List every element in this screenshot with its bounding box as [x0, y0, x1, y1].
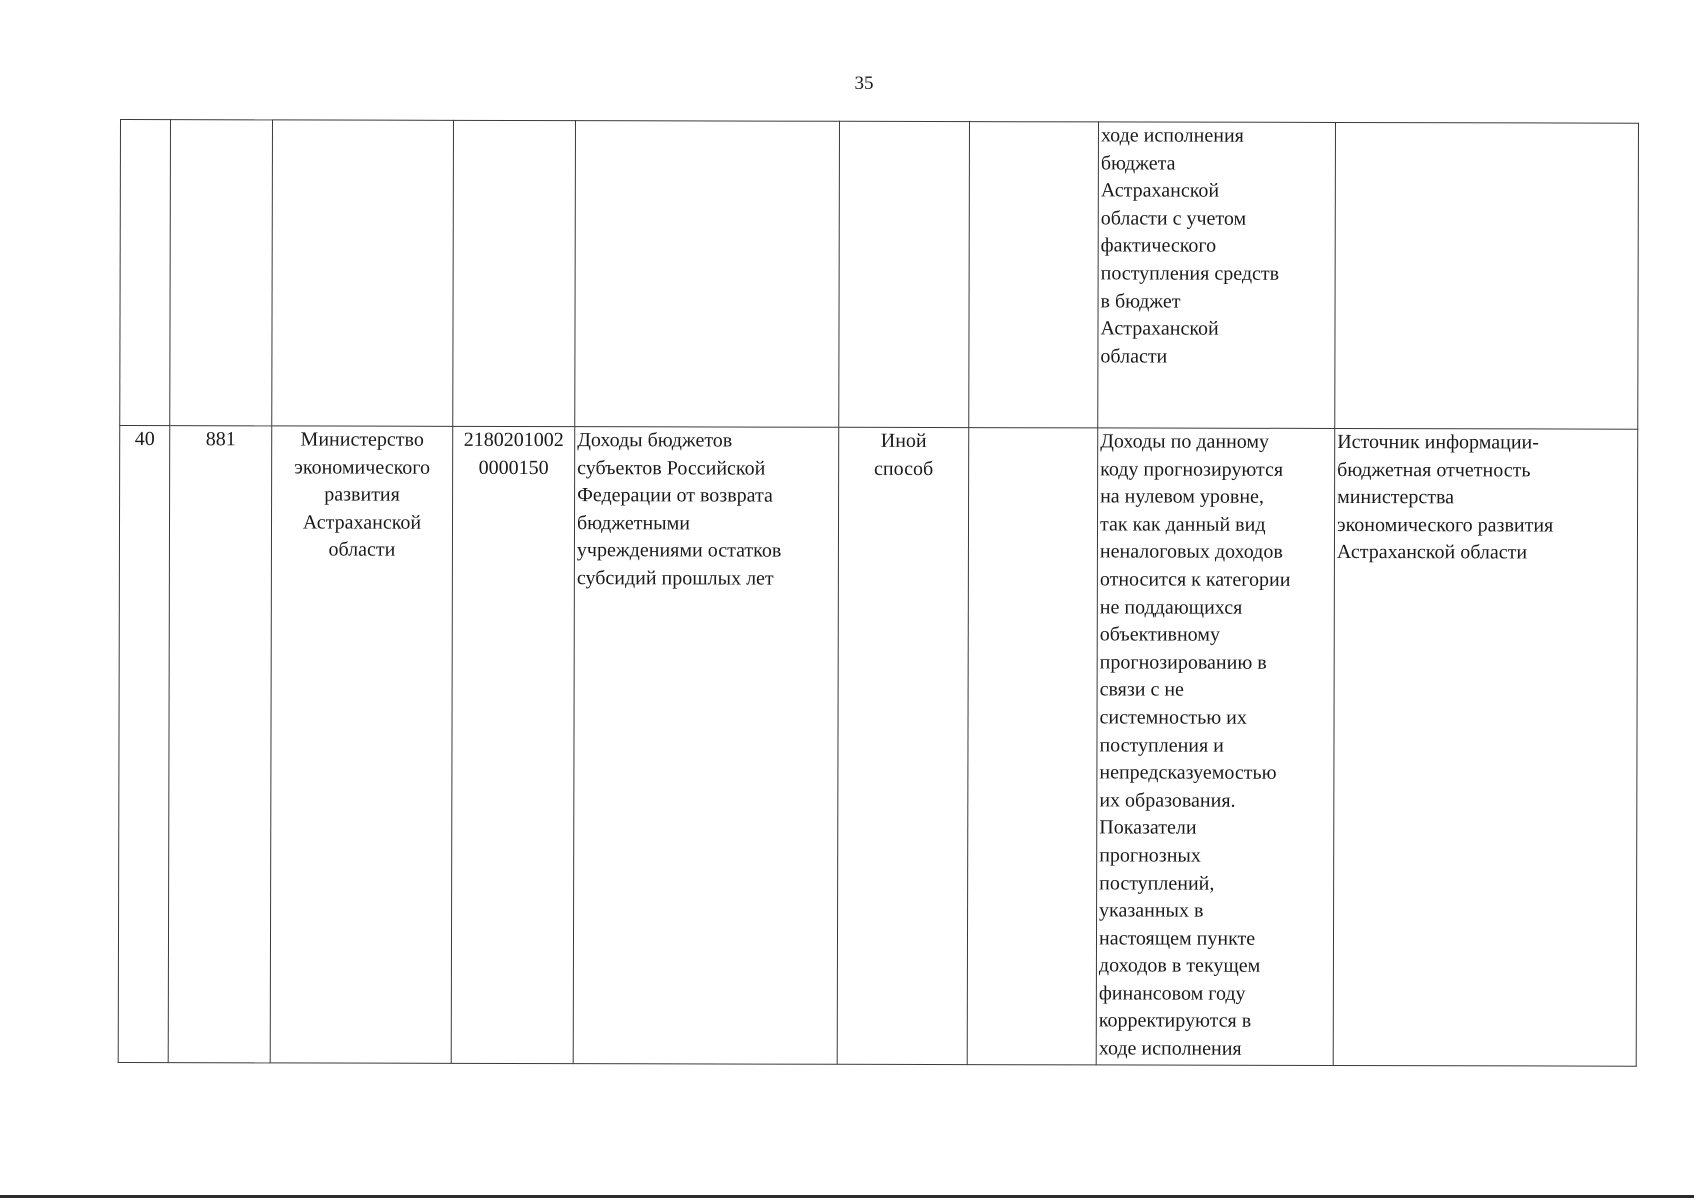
cell-formula	[967, 428, 1098, 1065]
table-row-40	[118, 426, 1638, 1067]
text-line: в бюджет	[1100, 289, 1181, 313]
text-line: Астраханской	[1100, 317, 1219, 340]
cell-income-name	[573, 427, 839, 1065]
text-line: поступления и	[1099, 733, 1224, 757]
scan-edge-line	[0, 1195, 1694, 1198]
cell-kbk	[453, 120, 576, 426]
text-line: Показатели	[1099, 816, 1197, 839]
methodology-table	[118, 119, 1639, 1067]
text-line: так как данный вид	[1099, 513, 1266, 536]
text-line: 0000150	[478, 456, 549, 479]
text-line: экономического развития	[1336, 513, 1554, 537]
cell-method	[837, 427, 969, 1064]
text-line: развития	[324, 483, 400, 506]
cell-algorithm	[1098, 122, 1336, 429]
text-line: прогнозированию в	[1099, 651, 1267, 674]
cell-admin-name	[270, 426, 453, 1063]
text-line: корректируются в	[1098, 1009, 1252, 1033]
cell-method	[839, 121, 970, 427]
text-line: Астраханской	[1100, 179, 1220, 202]
text-line: прогнозных	[1099, 844, 1201, 867]
text-line: относится к категории	[1099, 568, 1291, 591]
text-line: субъектов Российской	[577, 456, 766, 480]
text-line: Доходы бюджетов	[577, 429, 733, 452]
text-line: поступлений,	[1099, 871, 1215, 895]
text-line: объективному	[1099, 623, 1220, 646]
text-line: непредсказуемостью	[1099, 761, 1277, 784]
page-number: 35	[854, 73, 874, 94]
text-line: указанных в	[1099, 899, 1204, 922]
cell-num	[120, 120, 171, 426]
text-line: бюджета	[1100, 151, 1176, 175]
cell-algorithm	[1096, 428, 1335, 1066]
text-line: системностью их	[1099, 706, 1247, 729]
cell-source	[1333, 428, 1638, 1066]
text-line: министерства	[1337, 486, 1455, 509]
cell-kbk	[451, 426, 575, 1063]
text-line: их образования.	[1099, 789, 1236, 812]
text-line: настоящем пункте	[1098, 927, 1256, 950]
text-line: ходе исполнения	[1100, 124, 1244, 147]
cell-admin-name	[272, 120, 454, 426]
cell-admin-code	[170, 120, 273, 426]
text-line: Источник информации-	[1337, 430, 1539, 454]
text-line: коду прогнозируются	[1100, 457, 1284, 481]
cell-income-name	[575, 121, 840, 428]
cell-admin-code: 881	[168, 426, 272, 1063]
text-line: Иной	[880, 429, 927, 452]
text-line: области с учетом	[1100, 207, 1247, 230]
text-line: доходов в текущем	[1098, 954, 1261, 978]
table-row-continued	[120, 120, 1639, 430]
text-line: не поддающихся	[1099, 595, 1243, 619]
text-line: субсидий прошлых лет	[576, 567, 774, 590]
text-line: бюджетная отчетность	[1337, 458, 1531, 482]
cell-formula	[969, 122, 1099, 428]
text-line: Астраханской	[302, 511, 422, 534]
text-line: бюджетными	[576, 511, 690, 535]
text-line: поступления средств	[1100, 262, 1280, 285]
text-line: экономического	[294, 456, 431, 479]
text-line: неналоговых доходов	[1099, 540, 1283, 564]
text-line: фактического	[1100, 234, 1217, 258]
text-line: Астраханской области	[1336, 541, 1528, 564]
text-line: ходе исполнения	[1098, 1037, 1242, 1060]
text-line: Федерации от возврата	[577, 484, 773, 507]
text-line: финансовом году	[1098, 982, 1246, 1005]
cell-source	[1335, 122, 1639, 429]
text-line: области	[1100, 345, 1168, 368]
text-line: на нулевом уровне,	[1100, 485, 1264, 508]
text-line: способ	[874, 457, 934, 480]
text-line: области	[328, 538, 396, 562]
text-line: Министерство	[300, 428, 424, 451]
text-line: 2180201002	[463, 428, 564, 452]
text-line: учреждениями остатков	[576, 539, 782, 562]
cell-num: 40	[118, 426, 170, 1063]
text-line: связи с не	[1099, 678, 1184, 701]
text-line: Доходы по данному	[1100, 430, 1270, 453]
